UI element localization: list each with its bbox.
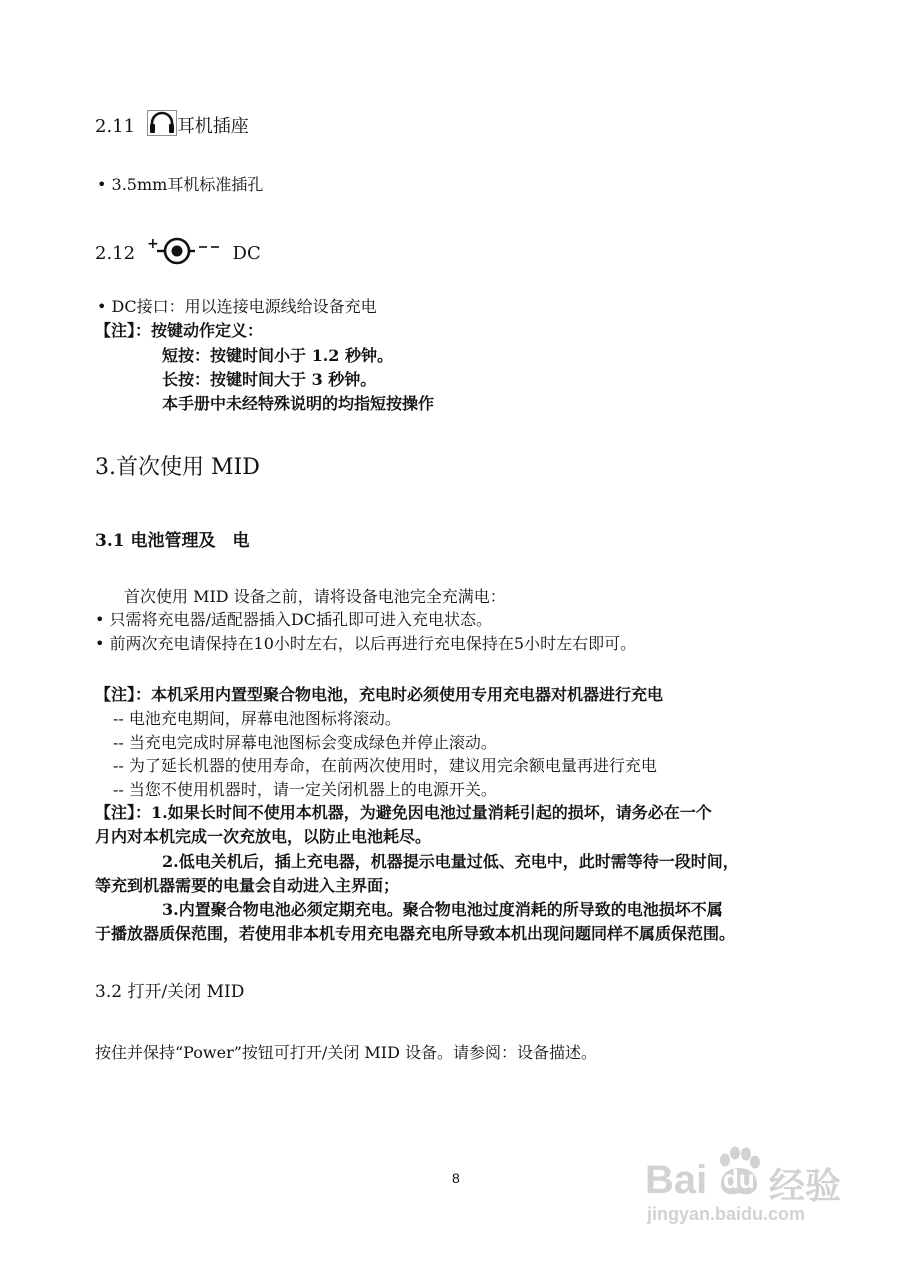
battery-note2-line: 月内对本机完成一次充放电，以防止电池耗尽。 — [95, 827, 432, 846]
list-item: -- 为了延长机器的使用寿命，在前两次使用时，建议用完余额电量再进行充电 — [113, 756, 657, 775]
bullet-text: 只需将充电器/适配器插入DC插孔即可进入充电状态。 — [109, 610, 492, 629]
watermark-brand-left: Bai — [645, 1158, 708, 1202]
svg-text:+: + — [146, 236, 159, 252]
section-number: 2.12 — [95, 243, 136, 264]
section-3-2-title: 3.2 打开/关闭 MID — [95, 982, 245, 1002]
list-item: -- 电池充电期间，屏幕电池图标将滚动。 — [113, 709, 401, 728]
list-item: • 前两次充电请保持在10小时左右，以后再进行充电保持在5小时左右即可。 — [95, 634, 637, 653]
key-note-long: 长按：按键时间大于 3 秒钟。 — [162, 370, 377, 389]
watermark — [645, 1140, 865, 1225]
section-number: 2.11 — [95, 116, 136, 137]
section-3-1-intro: 首次使用 MID 设备之前，请将设备电池完全充满电： — [124, 587, 506, 606]
key-note-short: 短按：按键时间小于 1.2 秒钟。 — [162, 346, 393, 365]
section-3-2-body: 按住并保持“Power”按钮可打开/关闭 MID 设备。请参阅：设备描述。 — [95, 1043, 598, 1062]
section-2-12-heading — [95, 236, 261, 266]
section-title: 耳机插座 — [176, 116, 249, 137]
dc-power-icon — [147, 236, 221, 266]
key-note-remark: 本手册中未经特殊说明的均指短按操作 — [162, 394, 435, 413]
battery-note2-line: 于播放器质保范围，若使用非本机专用充电器充电所导致本机出现问题同样不属质保范围。 — [95, 924, 736, 943]
battery-note2-line: 【注】：1.如果长时间不使用本机器，为避免因电池过量消耗引起的损坏，请务必在一个 — [95, 803, 712, 822]
section-title: DC — [232, 243, 261, 264]
section-2-11-heading — [95, 110, 249, 138]
list-item: -- 当充电完成时屏幕电池图标会变成绿色并停止滚动。 — [113, 733, 497, 752]
battery-note2-line: 3.内置聚合物电池必须定期充电。聚合物电池过度消耗的所导致的电池损坏不属 — [162, 900, 723, 919]
watermark-brand-right: du — [723, 1164, 755, 1194]
bullet-text: 3.5mm耳机标准插孔 — [111, 175, 264, 194]
section-3-title: 3.首次使用 MID — [95, 455, 260, 480]
list-item: • 只需将充电器/适配器插入DC插孔即可进入充电状态。 — [95, 610, 492, 629]
headphone-icon — [147, 110, 177, 136]
bullet-text: DC接口：用以连接电源线给设备充电 — [111, 297, 377, 316]
watermark-cn: 经验 — [769, 1165, 842, 1206]
section-3-1-title: 3.1 电池管理及 电 — [95, 531, 250, 551]
battery-note2-line: 等充到机器需要的电量会自动进入主界面； — [95, 876, 400, 895]
battery-note-heading: 【注】：本机采用内置型聚合物电池，充电时必须使用专用充电器对机器进行充电 — [95, 685, 664, 704]
key-note-heading: 【注】：按键动作定义： — [95, 321, 264, 340]
dc-bullet: • DC接口：用以连接电源线给设备充电 — [97, 297, 377, 316]
page-number: 8 — [452, 1170, 460, 1186]
battery-note2-line: 2.低电关机后，插上充电器，机器提示电量过低、充电中，此时需等待一段时间， — [162, 852, 739, 871]
headphone-bullet: • 3.5mm耳机标准插孔 — [97, 175, 264, 194]
watermark-url: jingyan.baidu.com — [647, 1204, 806, 1224]
bullet-text: 前两次充电请保持在10小时左右，以后再进行充电保持在5小时左右即可。 — [109, 634, 637, 653]
list-item: -- 当您不使用机器时，请一定关闭机器上的电源开关。 — [113, 780, 497, 799]
